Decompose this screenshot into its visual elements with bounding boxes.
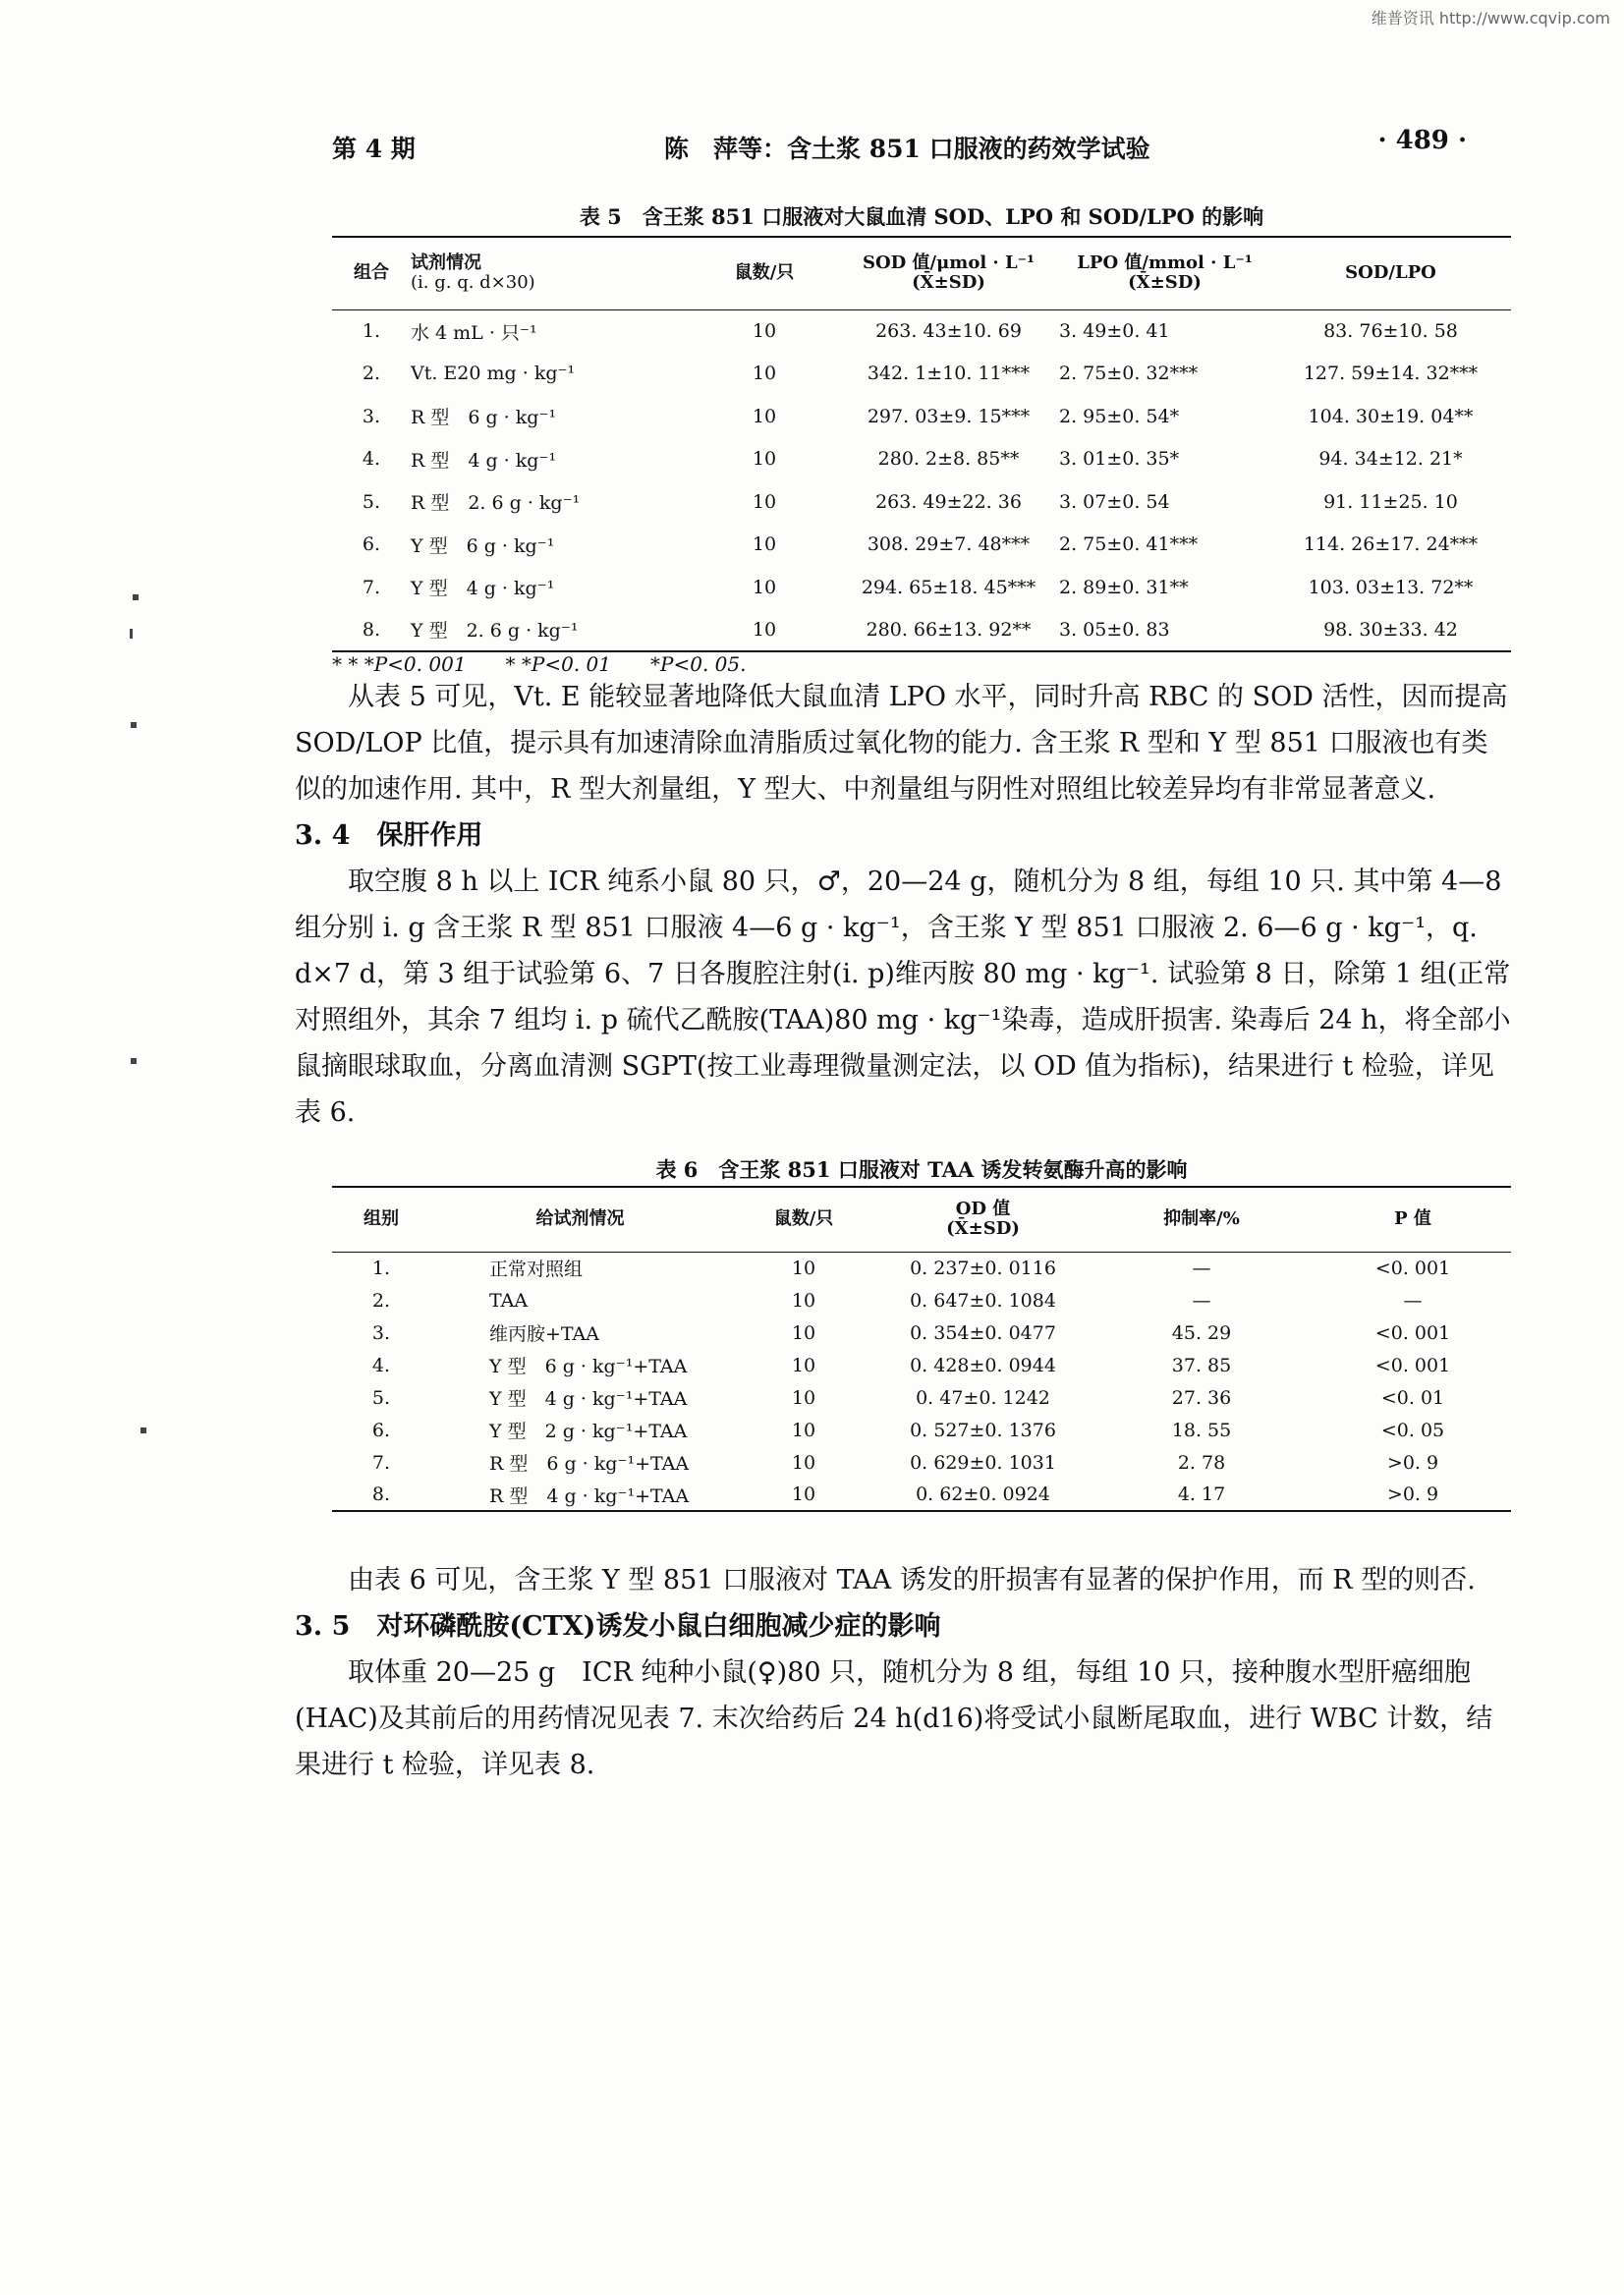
table5-caption: 表 5 含王浆 851 口服液对大鼠血清 SOD、LPO 和 SOD/LPO 的影响 [579, 204, 1264, 229]
table-row [332, 1349, 1511, 1381]
cell-ratio: 83. 76±10. 58 [1323, 320, 1458, 342]
table5-header-sod-l1: SOD 值/μmol · L⁻¹ [862, 252, 1036, 273]
cell-od: 0. 647±0. 1084 [910, 1289, 1056, 1312]
paragraph: 取空腹 8 h 以上 ICR 纯系小鼠 80 只，♂，20—24 g，随机分为 8 组，每组 10 只. 其中第 4—8 组分别 i. g 含王浆 R 型 851 口服液 4—6 g · kg⁻¹，含王浆 Y 型 851 口服液 2. 6—6 g · kg⁻¹，q. d×7 d，第 3 组于试验第 6、7 日各腹腔注射(i. p)维丙胺 80 mg · kg⁻¹. 试验第 8 日，除第 1 组(正常对照组外，其余 7 组均 i. p 硫代乙酰胺(TAA)80 mg · kg⁻¹染毒，造成肝损害. 染毒后 24 h，将全部小鼠摘眼球取血，分离血清测 SGPT(按工业毒理微量测定法，以 OD 值为指标)，结果进行 t 检验，详见表 6. [295, 867, 1511, 1128]
cell-lpo: 3. 01±0. 35* [1059, 448, 1180, 471]
cell-sod: 280. 66±13. 92** [866, 618, 1032, 641]
cell-group: 1. [371, 1257, 391, 1279]
cell-od: 0. 237±0. 0116 [910, 1257, 1056, 1279]
paragraph: 取体重 20—25 g ICR 纯种小鼠(♀)80 只，随机分为 8 组，每组 10 只，接种腹水型肝癌细胞(HAC)及其前后的用药情况见表 7. 末次给药后 24 h(d16)将受试小鼠断尾取血，进行 WBC 计数，结果进行 t 检验，详见表 8. [295, 1657, 1493, 1780]
table6-header-treatment: 给试剂情况 [535, 1207, 625, 1229]
table-row [332, 1381, 1511, 1414]
table6-header-od [877, 1187, 1089, 1252]
cell-ratio: 103. 03±13. 72** [1308, 576, 1474, 598]
cell-inhibit: 18. 55 [1171, 1419, 1232, 1441]
table6-header-group: 组别 [364, 1207, 399, 1229]
cell-group: 2. [371, 1289, 391, 1312]
body-text-upper [295, 674, 1513, 1136]
table6-header-inhibit: 抑制率/% [1163, 1207, 1240, 1229]
cell-inhibit: 27. 36 [1171, 1386, 1232, 1409]
cell-p: <0. 001 [1374, 1354, 1451, 1376]
cell-treatment: 正常对照组 [489, 1259, 584, 1281]
table-row [332, 438, 1511, 481]
cell-n: 10 [752, 405, 777, 427]
cell-lpo: 3. 49±0. 41 [1059, 320, 1170, 342]
table5 [332, 236, 1511, 652]
cell-n: 10 [752, 490, 777, 513]
cell-lpo: 3. 05±0. 83 [1059, 618, 1170, 641]
cell-n: 10 [791, 1451, 816, 1474]
cell-group: 7. [371, 1451, 391, 1474]
page-number: · 489 · [1377, 126, 1467, 155]
cell-n: 10 [752, 576, 777, 598]
table-row [332, 480, 1511, 524]
cell-ratio: 114. 26±17. 24*** [1303, 533, 1479, 556]
table5-header-lpo [1059, 237, 1270, 309]
table-row [332, 566, 1511, 609]
cell-treatment: Y 型 2 g · kg⁻¹+TAA [489, 1421, 688, 1442]
margin-mark [131, 1058, 137, 1064]
cell-inhibit: — [1192, 1257, 1211, 1279]
margin-mark [133, 594, 139, 600]
cell-treatment: R 型 4 g · kg⁻¹ [411, 449, 557, 472]
cell-treatment: Y 型 2. 6 g · kg⁻¹ [411, 620, 579, 643]
cell-sod: 308. 29±7. 48*** [867, 533, 1031, 556]
cell-lpo: 2. 75±0. 32*** [1059, 363, 1199, 385]
section-heading: 3. 4 保肝作用 [295, 820, 483, 851]
cell-p: >0. 9 [1386, 1451, 1439, 1474]
cell-inhibit: 45. 29 [1171, 1321, 1232, 1344]
cell-n: 10 [752, 363, 777, 385]
table-row [332, 353, 1511, 396]
table6-header-row [332, 1187, 1511, 1252]
cell-p: >0. 9 [1386, 1483, 1439, 1505]
section-heading: 3. 5 对环磷酰胺(CTX)诱发小鼠白细胞减少症的影响 [295, 1611, 941, 1642]
cell-lpo: 2. 75±0. 41*** [1059, 533, 1199, 556]
cell-od: 0. 428±0. 0944 [910, 1354, 1056, 1376]
cell-treatment: R 型 6 g · kg⁻¹ [411, 407, 557, 429]
cell-inhibit: 4. 17 [1177, 1483, 1226, 1505]
cell-lpo: 2. 89±0. 31** [1059, 576, 1189, 598]
table5-header-lpo-l1: LPO 值/mmol · L⁻¹ [1077, 252, 1253, 273]
table5-header-lpo-l2: (X̄±SD) [1128, 272, 1202, 294]
cell-n: 10 [752, 448, 777, 471]
cell-n: 10 [791, 1354, 816, 1376]
table-row [332, 1414, 1511, 1446]
cell-p: <0. 001 [1374, 1321, 1451, 1344]
cell-inhibit: — [1192, 1289, 1211, 1312]
cell-group: 6. [371, 1419, 391, 1441]
cell-treatment: Vt. E20 mg · kg⁻¹ [411, 363, 576, 385]
cell-od: 0. 47±0. 1242 [916, 1386, 1050, 1409]
cell-group: 5. [362, 490, 381, 513]
cell-p: <0. 001 [1374, 1257, 1451, 1279]
table5-header-group: 组合 [354, 261, 389, 283]
cell-n: 10 [791, 1257, 816, 1279]
table5-header-treatment-l2: (i. g. q. d×30) [411, 272, 535, 294]
cell-treatment: Y 型 4 g · kg⁻¹+TAA [489, 1388, 688, 1410]
cell-group: 3. [362, 405, 381, 427]
margin-mark [131, 722, 137, 728]
running-header [332, 122, 1467, 163]
cell-p: — [1403, 1289, 1423, 1312]
cell-n: 10 [791, 1386, 816, 1409]
cell-group: 8. [371, 1483, 391, 1505]
table5-header-sod [838, 237, 1059, 309]
running-title: 陈 萍等：含土浆 851 口服液的药效学试验 [664, 135, 1150, 163]
cell-n: 10 [791, 1289, 816, 1312]
table5-header-ratio: SOD/LPO [1345, 261, 1436, 283]
table5-header-treatment [411, 237, 691, 309]
cell-treatment: 水 4 mL · 只⁻¹ [411, 321, 537, 344]
table5-header-treatment-l1: 试剂情况 [411, 252, 481, 273]
table5-header-row [332, 237, 1511, 309]
table-row [332, 609, 1511, 652]
cell-group: 2. [362, 363, 381, 385]
paragraph: 从表 5 可见，Vt. E 能较显著地降低大鼠血清 LPO 水平，同时升高 RBC 的 SOD 活性，因而提高 SOD/LOP 比值，提示具有加速清除血清脂质过氧化物的能力. 含王浆 R 型和 Y 型 851 口服液也有类似的加速作用. 其中，R 型大剂量组，Y 型大、中剂量组与阴性对照组比较差异均有非常显著意义. [295, 682, 1508, 805]
cell-inhibit: 2. 78 [1177, 1451, 1226, 1474]
cell-treatment: R 型 6 g · kg⁻¹+TAA [489, 1453, 690, 1475]
table5-footnote: * * *P<0. 001 * *P<0. 01 *P<0. 05. [332, 652, 747, 676]
cell-ratio: 104. 30±19. 04** [1308, 405, 1474, 427]
cell-group: 4. [371, 1354, 391, 1376]
cell-ratio: 91. 11±25. 10 [1323, 490, 1458, 513]
cell-treatment: R 型 4 g · kg⁻¹+TAA [489, 1484, 690, 1507]
cell-sod: 297. 03±9. 15*** [867, 405, 1031, 427]
table-row [332, 309, 1511, 353]
cell-ratio: 94. 34±12. 21* [1318, 448, 1463, 471]
cell-group: 7. [362, 576, 381, 598]
cell-lpo: 2. 95±0. 54* [1059, 405, 1180, 427]
watermark: 维普资讯 http://www.cqvip.com [1371, 9, 1610, 28]
cell-group: 4. [362, 448, 381, 471]
table6-caption: 表 6 含王浆 851 口服液对 TAA 诱发转氨酶升高的影响 [655, 1157, 1188, 1182]
cell-od: 0. 62±0. 0924 [916, 1483, 1050, 1505]
cell-od: 0. 354±0. 0477 [910, 1321, 1056, 1344]
cell-group: 3. [371, 1321, 391, 1344]
cell-n: 10 [791, 1321, 816, 1344]
table5-header-n: 鼠数/只 [734, 261, 795, 283]
cell-lpo: 3. 07±0. 54 [1059, 490, 1170, 513]
cell-sod: 263. 49±22. 36 [875, 490, 1022, 513]
cell-n: 10 [752, 533, 777, 556]
paragraph: 由表 6 可见，含王浆 Y 型 851 口服液对 TAA 诱发的肝损害有显著的保护作用，而 R 型的则否. [348, 1565, 1476, 1595]
cell-treatment: R 型 2. 6 g · kg⁻¹ [411, 492, 581, 515]
cell-sod: 294. 65±18. 45*** [861, 576, 1036, 598]
margin-mark [140, 1427, 146, 1433]
table-row [332, 1252, 1511, 1284]
cell-group: 6. [362, 533, 381, 556]
cell-group: 1. [362, 320, 381, 342]
issue-number: 第 4 期 [332, 135, 416, 163]
cell-n: 10 [791, 1419, 816, 1441]
table-row [332, 395, 1511, 438]
cell-treatment: Y 型 6 g · kg⁻¹+TAA [489, 1356, 688, 1377]
cell-p: <0. 01 [1380, 1386, 1445, 1409]
table5-header-sod-l2: (X̄±SD) [912, 272, 985, 294]
cell-group: 8. [362, 618, 381, 641]
cell-od: 0. 629±0. 1031 [910, 1451, 1056, 1474]
cell-treatment: 维丙胺+TAA [489, 1323, 599, 1345]
cell-treatment: Y 型 6 g · kg⁻¹ [411, 534, 555, 557]
table-row [332, 1446, 1511, 1479]
table6 [332, 1186, 1511, 1512]
cell-n: 10 [752, 618, 777, 641]
cell-ratio: 127. 59±14. 32*** [1303, 363, 1479, 385]
cell-n: 10 [752, 320, 777, 342]
table-row [332, 524, 1511, 567]
cell-treatment: TAA [489, 1289, 529, 1312]
body-text-lower [295, 1557, 1513, 1788]
table6-header-n: 鼠数/只 [773, 1207, 834, 1229]
cell-sod: 280. 2±8. 85** [877, 448, 1020, 471]
cell-n: 10 [791, 1483, 816, 1505]
table-row [332, 1316, 1511, 1349]
margin-mark [130, 629, 133, 639]
table-row [332, 1479, 1511, 1511]
cell-od: 0. 527±0. 1376 [910, 1419, 1056, 1441]
table6-header-od-l2: (X̄±SD) [946, 1218, 1020, 1240]
cell-sod: 342. 1±10. 11*** [867, 363, 1031, 385]
cell-sod: 263. 43±10. 69 [875, 320, 1022, 342]
table6-header-od-l1: OD 值 [955, 1198, 1011, 1219]
table-row [332, 1284, 1511, 1316]
cell-treatment: Y 型 4 g · kg⁻¹ [411, 578, 555, 600]
cell-inhibit: 37. 85 [1171, 1354, 1232, 1376]
cell-ratio: 98. 30±33. 42 [1323, 618, 1458, 641]
cell-group: 5. [371, 1386, 391, 1409]
table6-header-p: P 值 [1394, 1207, 1431, 1229]
cell-p: <0. 05 [1380, 1419, 1445, 1441]
